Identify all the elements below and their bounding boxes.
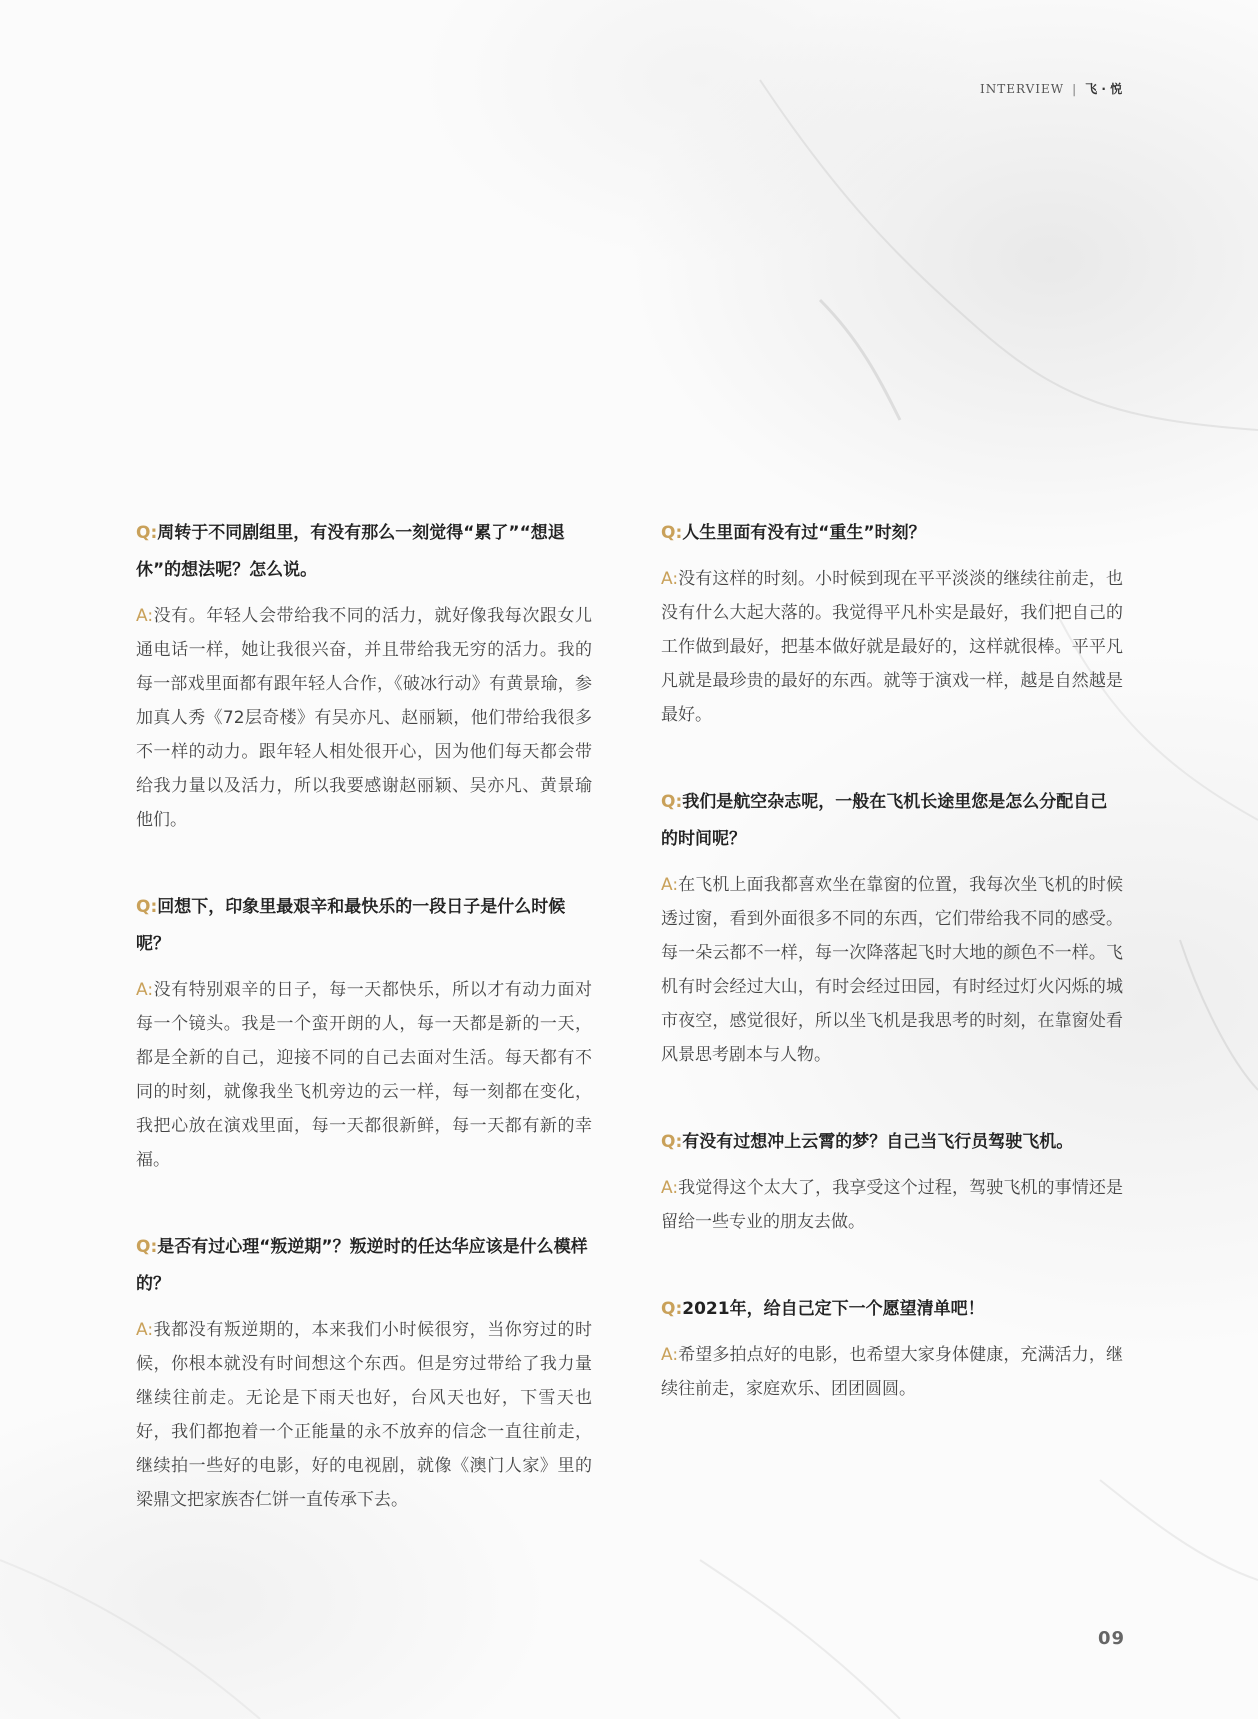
question-text: 回想下，印象里最艰辛和最快乐的一段日子是什么时候呢？ [136, 897, 566, 954]
q-prefix: Q: [136, 523, 158, 543]
header-separator: | [1072, 81, 1078, 96]
a-prefix: A: [661, 1178, 679, 1198]
answer [136, 1313, 592, 1517]
question [136, 1229, 592, 1303]
q-prefix: Q: [136, 897, 158, 917]
qa-item [136, 889, 592, 1177]
question [136, 515, 592, 589]
a-prefix: A: [136, 1320, 154, 1340]
q-prefix: Q: [661, 1132, 683, 1152]
page-number: 09 [1098, 1628, 1126, 1649]
question [136, 889, 592, 963]
qa-item [661, 515, 1123, 732]
answer-text: 我都没有叛逆期的，本来我们小时候很穷，当你穷过的时候，你根本就没有时间想这个东西。但是穷过带给了我力量继续往前走。无论是下雨天也好，台风天也好，下雪天也好，我们都抱着一个正能量的永不放弃的信念一直往前走，继续拍一些好的电影，好的电视剧，就像《澳门人家》里的梁鼎文把家族杏仁饼一直传承下去。 [136, 1320, 592, 1510]
running-header [980, 80, 1122, 97]
question-text: 人生里面有没有过“重生”时刻？ [682, 523, 926, 543]
a-prefix: A: [661, 1345, 679, 1365]
answer-text: 希望多拍点好的电影，也希望大家身体健康，充满活力，继续往前走，家庭欢乐、团团圆圆。 [661, 1345, 1123, 1399]
a-prefix: A: [136, 980, 154, 1000]
answer-text: 没有特别艰辛的日子，每一天都快乐，所以才有动力面对每一个镜头。我是一个蛮开朗的人，每一天都是新的一天，都是全新的自己，迎接不同的自己去面对生活。每天都有不同的时刻，就像我坐飞机旁边的云一样，每一刻都在变化，我把心放在演戏里面，每一天都很新鲜，每一天都有新的幸福。 [136, 980, 592, 1170]
q-prefix: Q: [136, 1237, 158, 1257]
answer [661, 1338, 1123, 1406]
question-text: 有没有过想冲上云霄的梦？自己当飞行员驾驶飞机。 [682, 1132, 1074, 1152]
left-column [136, 515, 592, 1569]
answer-text: 在飞机上面我都喜欢坐在靠窗的位置，我每次坐飞机的时候透过窗，看到外面很多不同的东西，它们带给我不同的感受。每一朵云都不一样，每一次降落起飞时大地的颜色不一样。飞机有时会经过大山，有时会经过田园，有时经过灯火闪烁的城市夜空，感觉很好，所以坐飞机是我思考的时刻，在靠窗处看风景思考剧本与人物。 [661, 875, 1123, 1065]
qa-item [661, 1124, 1123, 1239]
question-text: 是否有过心理“叛逆期”？叛逆时的任达华应该是什么模样的？ [136, 1237, 588, 1294]
a-prefix: A: [136, 606, 154, 626]
answer [136, 973, 592, 1177]
answer [136, 599, 592, 837]
header-section: INTERVIEW [980, 81, 1065, 96]
q-prefix: Q: [661, 1299, 683, 1319]
question [661, 515, 1123, 552]
question [661, 1124, 1123, 1161]
question-text: 周转于不同剧组里，有没有那么一刻觉得“累了”“想退休”的想法呢？怎么说。 [136, 523, 565, 580]
question [661, 784, 1123, 858]
qa-item [136, 1229, 592, 1517]
header-brand: 飞 · 悦 [1085, 82, 1123, 96]
answer [661, 1171, 1123, 1239]
q-prefix: Q: [661, 792, 683, 812]
right-column [661, 515, 1123, 1458]
answer [661, 562, 1123, 732]
question [661, 1291, 1123, 1328]
answer [661, 868, 1123, 1072]
qa-item [661, 1291, 1123, 1406]
answer-text: 我觉得这个太大了，我享受这个过程，驾驶飞机的事情还是留给一些专业的朋友去做。 [661, 1178, 1123, 1232]
answer-text: 没有。年轻人会带给我不同的活力，就好像我每次跟女儿通电话一样，她让我很兴奋，并且带给我无穷的活力。我的每一部戏里面都有跟年轻人合作，《破冰行动》有黄景瑜，参加真人秀《72层奇楼》有吴亦凡、赵丽颖，他们带给我很多不一样的动力。跟年轻人相处很开心，因为他们每天都会带给我力量以及活力，所以我要感谢赵丽颖、吴亦凡、黄景瑜他们。 [136, 606, 592, 830]
a-prefix: A: [661, 875, 679, 895]
a-prefix: A: [661, 569, 679, 589]
answer-text: 没有这样的时刻。小时候到现在平平淡淡的继续往前走，也没有什么大起大落的。我觉得平凡朴实是最好，我们把自己的工作做到最好，把基本做好就是最好的，这样就很棒。平平凡凡就是最珍贵的最好的东西。就等于演戏一样，越是自然越是最好。 [661, 569, 1123, 725]
q-prefix: Q: [661, 523, 683, 543]
qa-item [661, 784, 1123, 1072]
qa-item [136, 515, 592, 837]
question-text: 我们是航空杂志呢，一般在飞机长途里您是怎么分配自己的时间呢？ [661, 792, 1108, 849]
question-text: 2021年，给自己定下一个愿望清单吧！ [682, 1299, 985, 1319]
